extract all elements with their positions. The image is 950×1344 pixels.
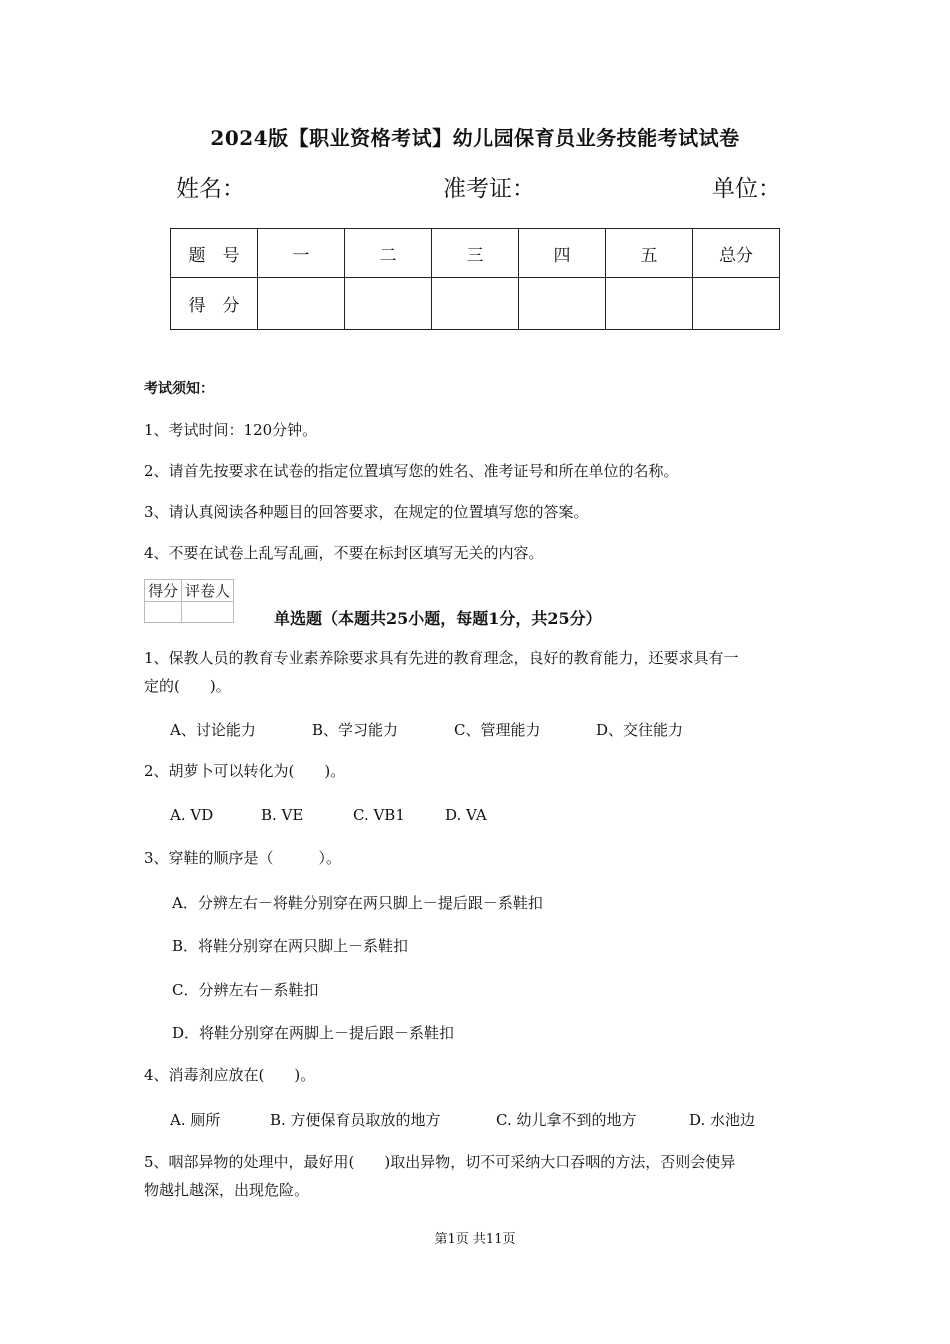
question-text: 3、穿鞋的顺序是（ ）。: [144, 849, 342, 867]
grader-table: [144, 579, 234, 623]
question-text: 1、保教人员的教育专业素养除要求具有先进的教育理念，良好的教育能力，还要求具有一: [144, 649, 739, 667]
note-item: 3、请认真阅读各种题目的回答要求，在规定的位置填写您的答案。: [144, 503, 589, 521]
question-text: 2、胡萝卜可以转化为( )。: [144, 762, 346, 780]
grader-score-label: 得分: [145, 580, 182, 602]
page-footer: 第1页 共11页: [434, 1232, 516, 1247]
score-table-cell: 三: [432, 229, 519, 278]
unit-label: 单位：: [712, 176, 781, 202]
score-entry-cell[interactable]: [606, 278, 693, 330]
question-4: [144, 1061, 814, 1089]
question-text-continued: 物越扎越深，出现危险。: [144, 1181, 310, 1199]
option-b[interactable]: B、学习能力: [312, 721, 399, 739]
candidate-info-row: [0, 170, 950, 204]
option-d[interactable]: D、交往能力: [596, 721, 684, 739]
option-c[interactable]: C. VB1: [353, 806, 405, 824]
question-text: 4、消毒剂应放在( )。: [144, 1066, 316, 1084]
score-table-cell: 一: [258, 229, 345, 278]
question-text: 5、咽部异物的处理中，最好用( )取出异物，切不可采纳大口吞咽的方法，否则会使异: [144, 1153, 736, 1171]
score-table-cell: 题 号: [171, 229, 258, 278]
score-table-header-row: [171, 229, 780, 278]
option-c[interactable]: C．分辨左右－系鞋扣: [172, 981, 319, 999]
score-table-cell: 四: [519, 229, 606, 278]
option-c[interactable]: C、管理能力: [454, 721, 541, 739]
score-entry-cell[interactable]: [693, 278, 780, 330]
score-entry-cell[interactable]: [432, 278, 519, 330]
score-row-label: 得 分: [171, 278, 258, 330]
note-item: 4、不要在试卷上乱写乱画，不要在标封区填写无关的内容。: [144, 544, 544, 562]
score-table-cell: 五: [606, 229, 693, 278]
option-a[interactable]: A．分辨左右－将鞋分别穿在两只脚上－提后跟－系鞋扣: [172, 894, 543, 912]
grader-name-label: 评卷人: [182, 580, 234, 602]
score-entry-cell[interactable]: [519, 278, 606, 330]
score-table-cell: 总分: [693, 229, 780, 278]
option-a[interactable]: A. 厕所: [170, 1111, 221, 1129]
score-entry-cell[interactable]: [345, 278, 432, 330]
question-3: [144, 844, 814, 872]
section-title: 单选题（本题共25小题，每题1分，共25分）: [274, 609, 602, 628]
option-b[interactable]: B．将鞋分别穿在两只脚上－系鞋扣: [172, 937, 409, 955]
question-1: [144, 644, 814, 700]
option-a[interactable]: A、讨论能力: [170, 721, 256, 739]
option-c[interactable]: C. 幼儿拿不到的地方: [496, 1111, 637, 1129]
question-5: [144, 1148, 814, 1204]
option-a[interactable]: A. VD: [170, 806, 214, 824]
option-b[interactable]: B. 方便保育员取放的地方: [270, 1111, 441, 1129]
note-item: 1、考试时间：120分钟。: [144, 421, 318, 439]
score-table-score-row: [171, 278, 780, 330]
question-2: [144, 757, 814, 785]
question-text-continued: 定的( )。: [144, 677, 231, 695]
option-d[interactable]: D. VA: [445, 806, 487, 824]
name-label: 姓名：: [176, 176, 245, 202]
score-table-cell: 二: [345, 229, 432, 278]
notes-title: 考试须知：: [144, 381, 214, 397]
option-b[interactable]: B. VE: [261, 806, 304, 824]
exam-number-label: 准考证：: [443, 176, 535, 202]
option-d[interactable]: D．将鞋分别穿在两脚上－提后跟－系鞋扣: [172, 1024, 455, 1042]
score-table: [170, 228, 780, 330]
score-entry-cell[interactable]: [258, 278, 345, 330]
grader-score-cell[interactable]: [145, 602, 182, 623]
page-title: 2024版【职业资格考试】幼儿园保育员业务技能考试试卷: [210, 126, 740, 150]
note-item: 2、请首先按要求在试卷的指定位置填写您的姓名、准考证号和所在单位的名称。: [144, 462, 679, 480]
grader-name-cell[interactable]: [182, 602, 234, 623]
option-d[interactable]: D. 水池边: [689, 1111, 756, 1129]
